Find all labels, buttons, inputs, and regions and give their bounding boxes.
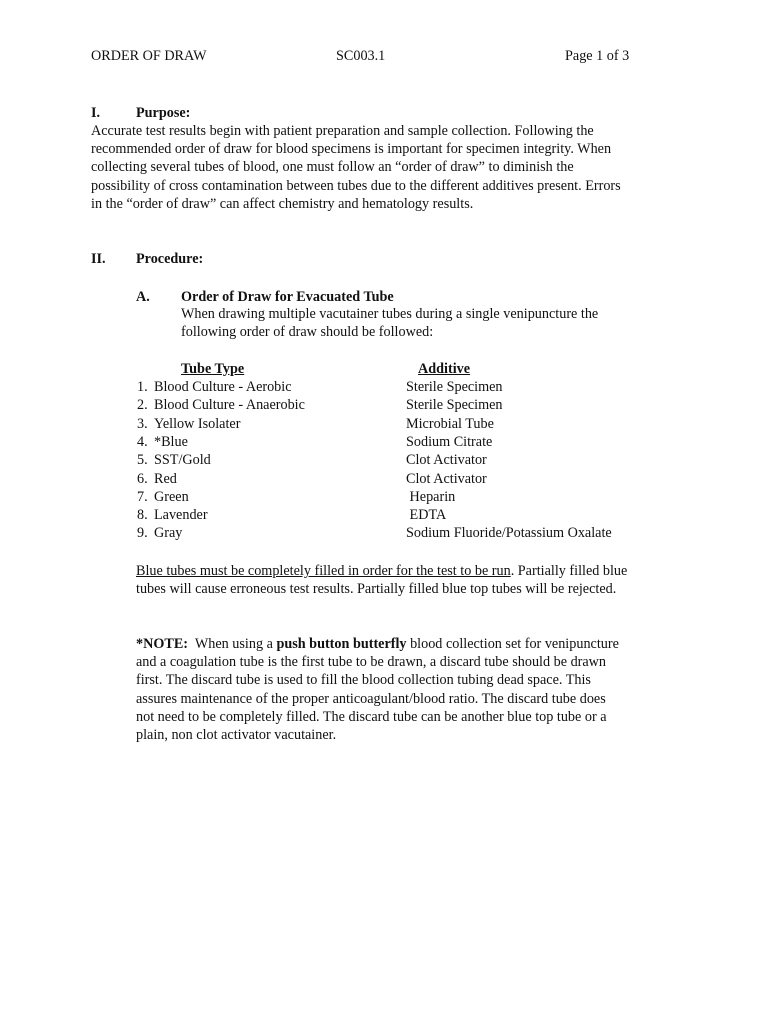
tube-row xyxy=(137,451,657,469)
blue-tube-warning-line: tubes will cause erroneous test results. Partially filled blue top tubes will be rejected. xyxy=(136,581,617,598)
tube-number: 9. xyxy=(137,525,148,542)
tube-type: Red xyxy=(154,470,177,487)
subsection-a-line: following order of draw should be followed: xyxy=(181,324,434,341)
tube-additive: Clot Activator xyxy=(406,470,487,487)
tube-additive: Microbial Tube xyxy=(406,415,494,432)
tube-row xyxy=(137,433,657,451)
doc-code: SC003.1 xyxy=(336,48,386,64)
purpose-paragraph xyxy=(91,122,621,213)
subsection-a-line: When drawing multiple vacutainer tubes during a single venipuncture the xyxy=(181,306,599,322)
tube-number: 2. xyxy=(137,397,148,414)
tube-additive: Sterile Specimen xyxy=(406,397,503,414)
section-2-heading: Procedure: xyxy=(136,251,204,267)
subsection-a-letter: A. xyxy=(136,289,150,305)
tube-type: Lavender xyxy=(154,507,208,524)
note-line: assures maintenance of the proper anticoagulant/blood ratio. The discard tube does xyxy=(136,690,606,707)
note-line: first. The discard tube is used to fill the blood collection tubing dead space. This xyxy=(136,672,591,689)
purpose-line: possibility of cross contamination between tubes due to the different additives present. Errors xyxy=(91,177,621,194)
section-1-heading: Purpose: xyxy=(136,105,191,121)
purpose-line: Accurate test results begin with patient preparation and sample collection. Following the xyxy=(91,123,594,139)
tube-type: Blood Culture - Aerobic xyxy=(154,379,292,395)
tube-additive: Clot Activator xyxy=(406,452,487,469)
tube-additive: Sterile Specimen xyxy=(406,379,503,395)
purpose-line: recommended order of draw for blood specimens is important for specimen integrity. When xyxy=(91,141,612,158)
doc-title: ORDER OF DRAW xyxy=(91,48,207,64)
tube-row xyxy=(137,378,657,396)
tube-additive: Sodium Citrate xyxy=(406,433,493,450)
column-header-tube-type: Tube Type xyxy=(181,361,245,377)
note-text: blood collection set for venipuncture xyxy=(406,636,619,652)
section-2-numeral: II. xyxy=(91,251,106,267)
tube-number: 5. xyxy=(137,452,148,469)
purpose-line: collecting several tubes of blood, one must follow an “order of draw” to diminish the xyxy=(91,159,574,176)
tube-row xyxy=(137,396,657,414)
tube-type: SST/Gold xyxy=(154,452,211,469)
note-label: *NOTE: xyxy=(136,636,189,652)
tube-type: Blood Culture - Anaerobic xyxy=(154,397,305,414)
blue-tube-warning-rest: . Partially filled blue xyxy=(510,563,628,579)
tube-number: 4. xyxy=(137,433,148,450)
tube-number: 6. xyxy=(137,470,148,487)
purpose-line: in the “order of draw” can affect chemistry and hematology results. xyxy=(91,195,474,212)
note-paragraph xyxy=(136,635,619,744)
tube-row xyxy=(137,506,657,524)
tube-number: 8. xyxy=(137,507,148,524)
note-line: plain, non clot activator vacutainer. xyxy=(136,727,337,744)
tube-additive: Heparin xyxy=(406,488,456,505)
tube-additive: Sodium Fluoride/Potassium Oxalate xyxy=(406,525,612,542)
tube-type: Yellow Isolater xyxy=(154,415,241,432)
tube-type: Green xyxy=(154,488,189,505)
tube-row xyxy=(137,488,657,506)
blue-tube-warning-underlined: Blue tubes must be completely filled in order for the test to be run xyxy=(136,563,511,579)
note-bold-text: push button butterfly xyxy=(276,636,407,652)
tube-number: 7. xyxy=(137,488,148,505)
blue-tube-warning xyxy=(136,562,627,598)
tube-row xyxy=(137,524,657,542)
tube-row xyxy=(137,415,657,433)
subsection-a-paragraph xyxy=(181,305,598,341)
column-header-additive: Additive xyxy=(418,361,471,377)
note-line: not need to be completely filled. The discard tube can be another blue top tube or a xyxy=(136,708,607,725)
section-1-numeral: I. xyxy=(91,105,101,121)
tube-number: 3. xyxy=(137,415,148,432)
tube-row xyxy=(137,470,657,488)
tube-additive: EDTA xyxy=(406,507,447,524)
tube-type: Gray xyxy=(154,525,183,542)
note-text: When using a xyxy=(188,636,277,652)
page-number: Page 1 of 3 xyxy=(565,48,630,64)
tube-type: *Blue xyxy=(154,433,188,450)
note-line: and a coagulation tube is the first tube to be drawn, a discard tube should be drawn xyxy=(136,654,607,671)
subsection-a-heading: Order of Draw for Evacuated Tube xyxy=(181,289,394,305)
tube-number: 1. xyxy=(137,379,148,395)
